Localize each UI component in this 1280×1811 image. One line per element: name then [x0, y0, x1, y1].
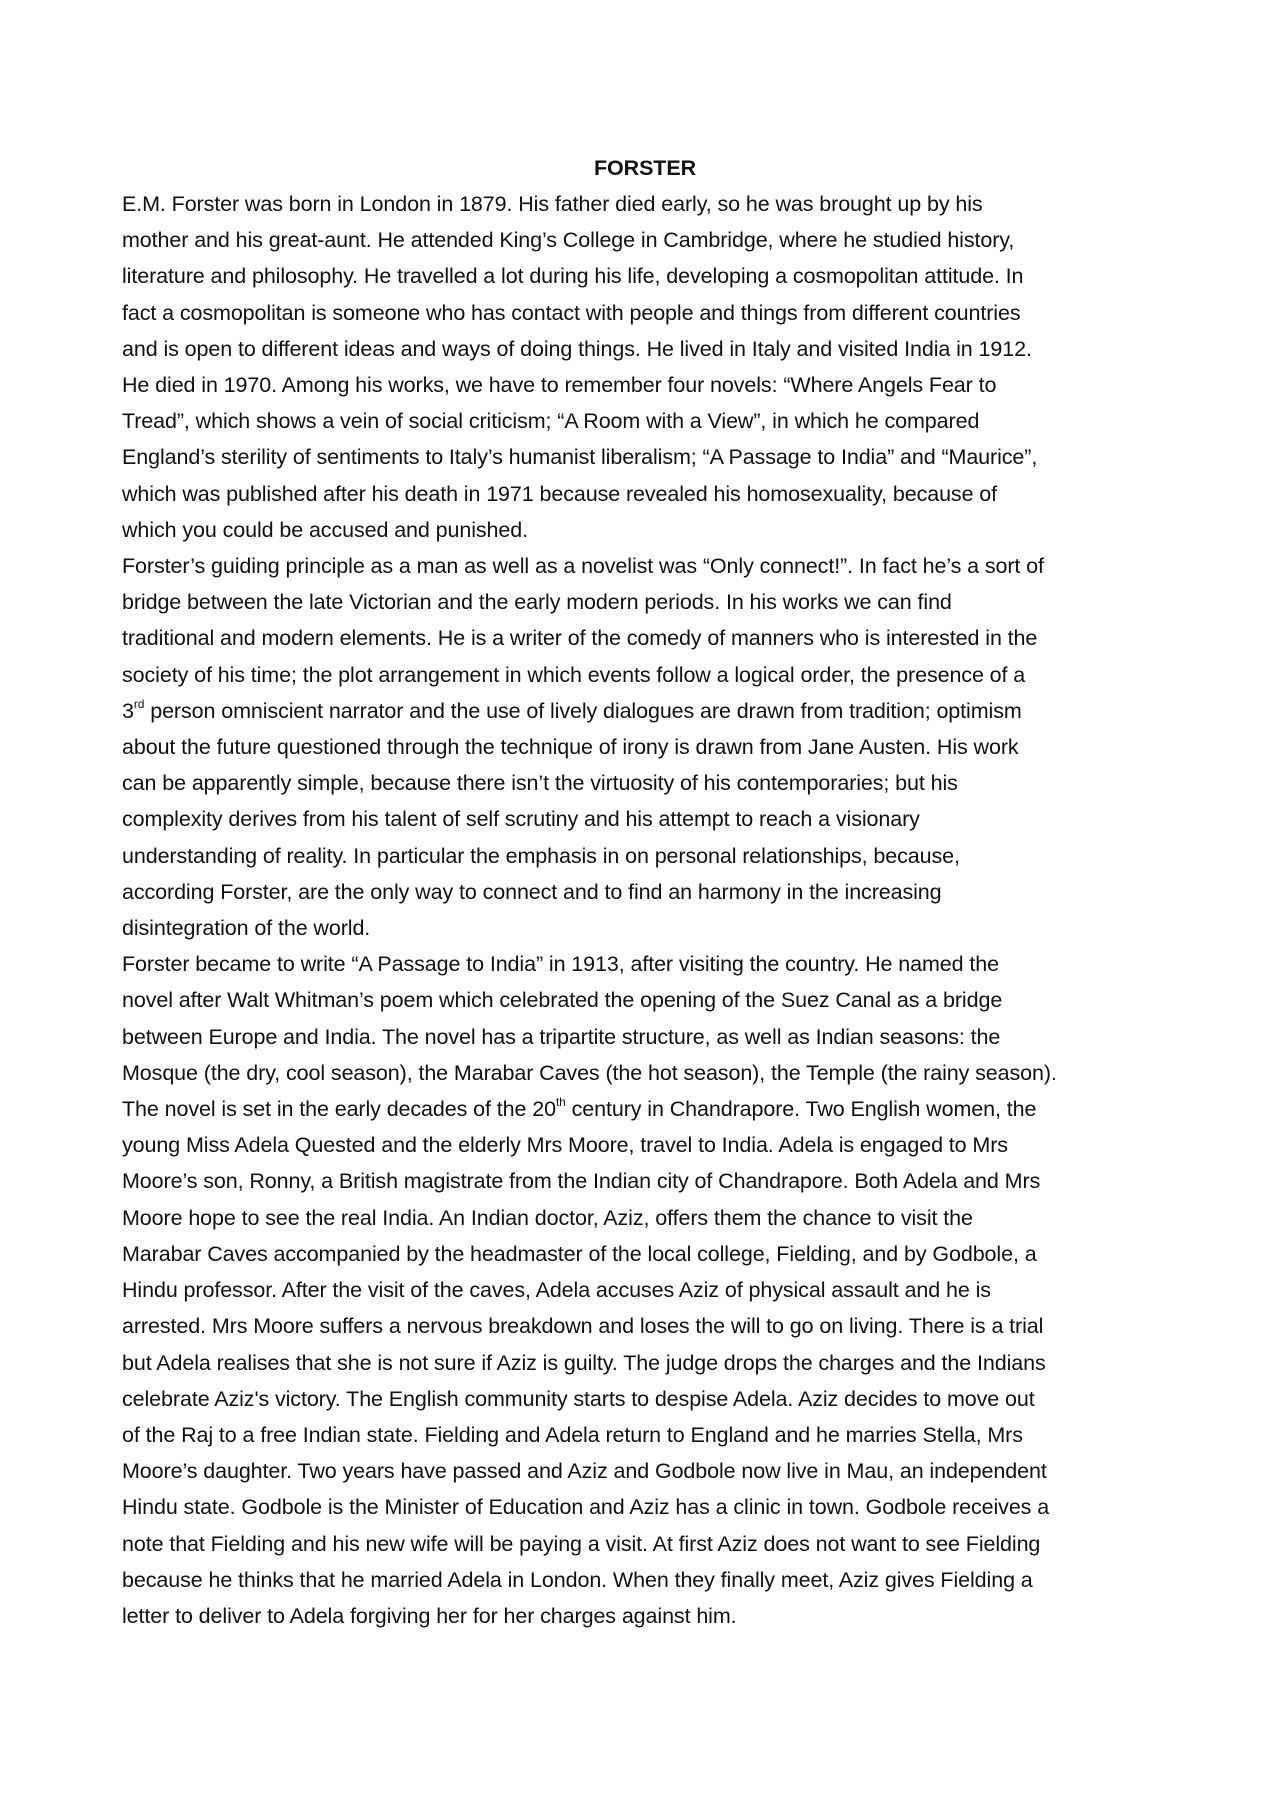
text-segment: complexity derives from his talent of self scrutiny and his attempt to reach a visionary	[122, 807, 920, 832]
text-segment: Moore’s son, Ronny, a British magistrate from the Indian city of Chandrapore. Both Adela and Mrs	[122, 1169, 1041, 1194]
text-segment: Hindu professor. After the visit of the caves, Adela accuses Aziz of physical assault and he is	[122, 1278, 991, 1303]
text-segment: century in Chandrapore. Two English women, the	[565, 1097, 1037, 1122]
text-line	[122, 1163, 1168, 1199]
text-line	[122, 1127, 1168, 1163]
text-segment: E.M. Forster was born in London in 1879. His father died early, so he was brought up by his	[122, 192, 983, 216]
text-segment: arrested. Mrs Moore suffers a nervous breakdown and loses the will to go on living. There is a trial	[122, 1314, 1044, 1339]
text-segment: Forster became to write “A Passage to India” in 1913, after visiting the country. He named the	[122, 952, 999, 977]
text-line	[122, 1562, 1168, 1598]
text-segment: young Miss Adela Quested and the elderly Mrs Moore, travel to India. Adela is engaged to Mrs	[122, 1133, 1008, 1158]
text-segment: of the Raj to a free Indian state. Fielding and Adela return to England and he marries Stella, Mrs	[122, 1422, 1023, 1447]
text-line	[122, 693, 1168, 729]
text-line	[122, 874, 1168, 910]
text-segment: and is open to different ideas and ways of doing things. He lived in Italy and visited India in 1912.	[122, 336, 1032, 361]
text-line	[122, 946, 1168, 982]
paragraph-2	[122, 548, 1168, 946]
text-segment: Mosque (the dry, cool season), the Marabar Caves (the hot season), the Temple (the rainy season).	[122, 1060, 1057, 1085]
text-line	[122, 1055, 1168, 1091]
text-segment: between Europe and India. The novel has a tripartite structure, as well as Indian seasons: the	[122, 1024, 1001, 1049]
text-segment: according Forster, are the only way to connect and to find an harmony in the increasing	[122, 879, 942, 904]
text-segment: Hindu state. Godbole is the Minister of Education and Aziz has a clinic in town. Godbole receives a	[122, 1495, 1050, 1520]
text-segment: person omniscient narrator and the use of lively dialogues are drawn from tradition; optimism	[144, 698, 1022, 723]
text-segment: about the future questioned through the technique of irony is drawn from Jane Austen. His work	[122, 735, 1019, 760]
text-line	[122, 729, 1168, 765]
paragraph-1	[122, 186, 1168, 548]
text-line	[122, 1019, 1168, 1055]
text-segment: novel after Walt Whitman’s poem which celebrated the opening of the Suez Canal as a bridge	[122, 988, 1003, 1013]
document-title: FORSTER	[593, 156, 697, 180]
text-line	[122, 439, 1168, 475]
text-line	[122, 1598, 1168, 1634]
text-line	[122, 1200, 1168, 1236]
text-segment: letter to deliver to Adela forgiving her for her charges against him.	[122, 1603, 737, 1628]
text-segment: literature and philosophy. He travelled a lot during his life, developing a cosmopolitan attitude. In	[122, 264, 1024, 289]
text-segment: bridge between the late Victorian and the early modern periods. In his works we can find	[122, 590, 952, 615]
text-segment: The novel is set in the early decades of the 20	[122, 1097, 556, 1122]
text-line	[122, 258, 1168, 294]
document-body	[122, 186, 1168, 1634]
text-segment: England’s sterility of sentiments to Italy’s humanist liberalism; “A Passage to India” and “Maurice”,	[122, 445, 1038, 470]
text-segment: can be apparently simple, because there isn’t the virtuosity of his contemporaries; but his	[122, 771, 958, 796]
text-line	[122, 1308, 1168, 1344]
text-line	[122, 1381, 1168, 1417]
text-segment: fact a cosmopolitan is someone who has contact with people and things from different countries	[122, 300, 1021, 325]
text-segment: mother and his great-aunt. He attended King’s College in Cambridge, where he studied history,	[122, 228, 1015, 253]
text-segment: note that Fielding and his new wife will be paying a visit. At first Aziz does not want to see Fielding	[122, 1531, 1041, 1556]
text-line	[122, 838, 1168, 874]
text-segment: disintegration of the world.	[122, 916, 371, 941]
text-line	[122, 367, 1168, 403]
text-line	[122, 1091, 1168, 1127]
text-line	[122, 982, 1168, 1018]
text-segment: celebrate Aziz's victory. The English community starts to despise Adela. Aziz decides to move out	[122, 1386, 1035, 1411]
text-segment: Moore’s daughter. Two years have passed and Aziz and Godbole now live in Mau, an independent	[122, 1459, 1047, 1484]
paragraph-3	[122, 946, 1168, 1634]
text-line	[122, 222, 1168, 258]
text-line	[122, 1417, 1168, 1453]
document-page	[122, 150, 1168, 1634]
text-segment: Marabar Caves accompanied by the headmaster of the local college, Fielding, and by Godbole, a	[122, 1241, 1037, 1266]
text-segment: Forster’s guiding principle as a man as well as a novelist was “Only connect!”. In fact he’s a sort of	[122, 554, 1044, 579]
text-line	[122, 1345, 1168, 1381]
superscript: th	[555, 1094, 566, 1109]
text-line	[122, 657, 1168, 693]
text-line	[122, 295, 1168, 331]
text-segment: which you could be accused and punished.	[122, 517, 528, 542]
text-line	[122, 331, 1168, 367]
text-line	[122, 1526, 1168, 1562]
text-line	[122, 548, 1168, 584]
text-line	[122, 1453, 1168, 1489]
text-segment: He died in 1970. Among his works, we have to remember four novels: “Where Angels Fear to	[122, 373, 997, 398]
text-line	[122, 512, 1168, 548]
text-line	[122, 1236, 1168, 1272]
superscript: rd	[133, 696, 145, 711]
text-line	[122, 910, 1168, 946]
text-line	[122, 620, 1168, 656]
text-line	[122, 1272, 1168, 1308]
text-segment: 3	[122, 698, 134, 723]
text-line	[122, 186, 1168, 222]
text-line	[122, 476, 1168, 512]
text-line	[122, 1489, 1168, 1525]
text-line	[122, 584, 1168, 620]
text-segment: which was published after his death in 1971 because revealed his homosexuality, because of	[122, 481, 998, 506]
text-segment: Tread”, which shows a vein of social criticism; “A Room with a View”, in which he compared	[122, 409, 980, 434]
text-segment: society of his time; the plot arrangement in which events follow a logical order, the presence of a	[122, 662, 1026, 687]
text-segment: traditional and modern elements. He is a writer of the comedy of manners who is interested in the	[122, 626, 1038, 651]
text-line	[122, 801, 1168, 837]
text-segment: because he thinks that he married Adela in London. When they finally meet, Aziz gives Fielding a	[122, 1567, 1033, 1592]
text-segment: but Adela realises that she is not sure if Aziz is guilty. The judge drops the charges and the Indians	[122, 1350, 1046, 1375]
text-line	[122, 765, 1168, 801]
text-segment: understanding of reality. In particular the emphasis in on personal relationships, because,	[122, 843, 960, 868]
text-segment: Moore hope to see the real India. An Indian doctor, Aziz, offers them the chance to visit the	[122, 1205, 973, 1230]
text-line	[122, 403, 1168, 439]
